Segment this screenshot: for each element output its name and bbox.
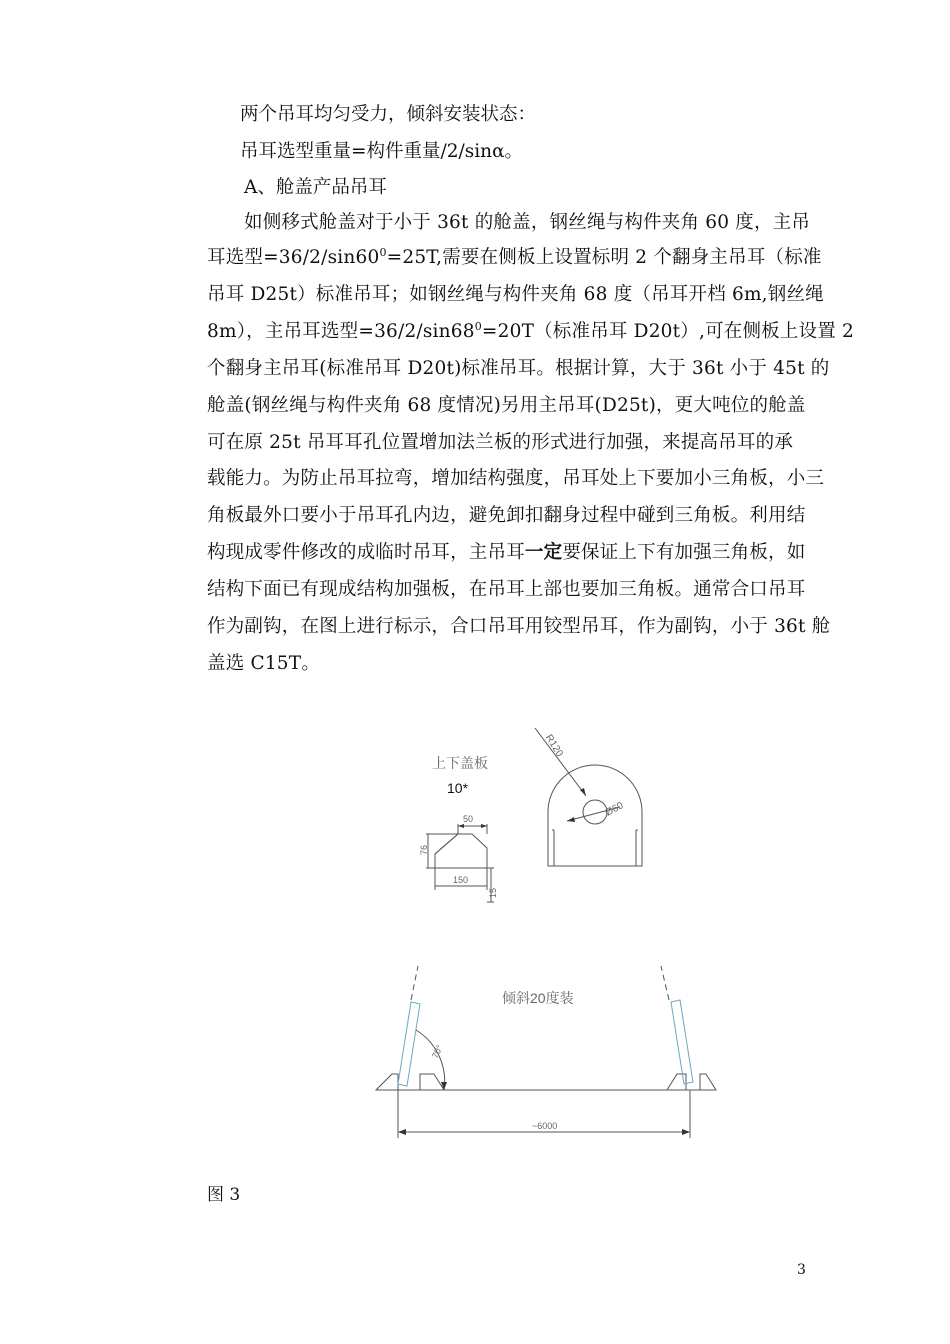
dim-r120: R120 [542,732,565,759]
figure-caption: 图 3 [207,1185,241,1205]
paragraph-line: 舱盖(钢丝绳与构件夹角 68 度情况)另用主吊耳(D25t)，更大吨位的舱盖 [207,395,806,416]
span-label: ~6000 [532,1121,558,1131]
paragraph-line: 可在原 25t 吊耳耳孔位置增加法兰板的形式进行加强，来提高吊耳的承 [207,432,794,453]
emphasis-text: 一定 [524,542,563,563]
angle-label: 70° [429,1043,445,1060]
paragraph-line: 角板最外口要小于吊耳孔内边，避免卸扣翻身过程中碰到三角板。利用结 [207,505,806,526]
intro-line-1: 两个吊耳均匀受力，倾斜安装状态： [240,104,537,125]
paragraph-text: =20T（标准吊耳 D20t）,可在侧板上设置 2 [481,321,855,342]
intro-line-2: 吊耳选型重量=构件重量/2/sinα。 [240,141,524,162]
dim-hole: Ø60 [603,800,626,819]
dim-15: 15 [488,887,498,898]
paragraph-text: 8m），主吊耳选型=36/2/sin68 [207,321,475,342]
paragraph-text: 要保证上下有加强三角板，如 [562,542,806,563]
paragraph-text: =25T,需要在侧板上设置标明 2 个翻身主吊耳（标准 [386,247,822,268]
paragraph-line [207,320,854,344]
dim-150: 150 [453,875,469,885]
paragraph-line: 吊耳 D25t）标准吊耳；如钢丝绳与构件夹角 68 度（吊耳开档 6m,钢丝绳 [207,284,824,305]
plate-thickness: 10* [447,780,469,796]
paragraph-line [207,541,805,565]
section-heading: A、舱盖产品吊耳 [244,177,387,198]
paragraph-line [207,246,822,270]
degree-superscript: 0 [474,319,482,333]
lifting-lug-drawing [360,718,730,1148]
paragraph-line: 结构下面已有现成结构加强板，在吊耳上部也要加三角板。通常合口吊耳 [207,579,806,600]
paragraph-line: 作为副钩，在图上进行标示，合口吊耳用铰型吊耳，作为副钩，小于 36t 舱 [207,616,831,637]
paragraph-line: 个翻身主吊耳(标准吊耳 D20t)标准吊耳。根据计算，大于 36t 小于 45t 的 [207,358,830,379]
dim-50: 50 [463,814,474,824]
cover-plate-sketch [426,824,494,902]
paragraph-line: 载能力。为防止吊耳拉弯，增加结构强度，吊耳处上下要加小三角板，小三 [207,468,825,489]
paragraph-line: 如侧移式舱盖对于小于 36t 的舱盖，钢丝绳与构件夹角 60 度，主吊 [244,212,811,233]
paragraph-line: 盖选 C15T。 [207,653,321,674]
dim-76: 76 [419,844,429,855]
paragraph-text: 构现成零件修改的成临时吊耳，主吊耳 [207,542,525,563]
plate-title: 上下盖板 [432,755,488,771]
dimension-arrows [398,788,690,1135]
tilt-label: 倾斜20度装 [502,990,574,1006]
page-number: 3 [797,1262,806,1278]
paragraph-text: 耳选型=36/2/sin60 [207,247,380,268]
degree-superscript: 0 [379,245,387,259]
